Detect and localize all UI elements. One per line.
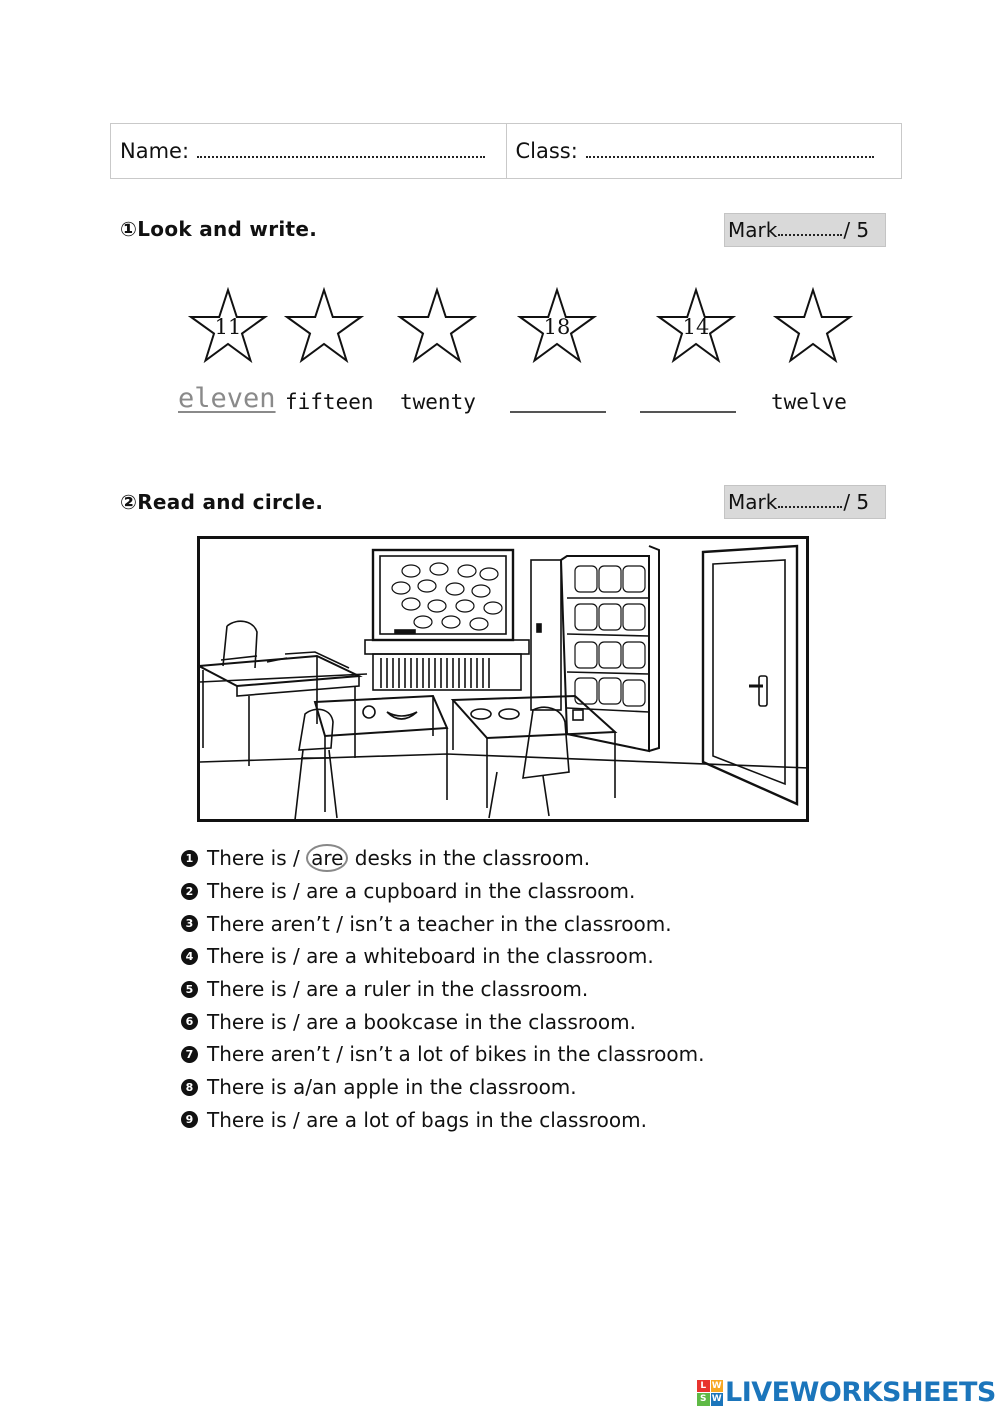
sentence-5-bullet: 5 <box>181 981 198 998</box>
name-class-header <box>110 123 902 179</box>
sentence-7-bullet: 7 <box>181 1046 198 1063</box>
sentence-2-text[interactable]: There is / are a cupboard in the classroom. <box>207 879 636 904</box>
sentence-3[interactable] <box>181 907 704 940</box>
example-answer-eleven: eleven <box>178 383 276 414</box>
banana-icon <box>387 712 417 719</box>
sentence-list <box>181 842 704 1136</box>
sentence-4-bullet: 4 <box>181 948 198 965</box>
bookcase-icon <box>365 640 529 690</box>
sentence-1 <box>181 842 704 875</box>
sentence-9[interactable] <box>181 1104 704 1137</box>
jacket-icon <box>523 707 569 778</box>
sentence-6-text[interactable]: There is / are a bookcase in the classroom. <box>207 1009 636 1034</box>
star-3 <box>397 287 477 367</box>
logo-tile-2: W <box>711 1380 722 1391</box>
word-twenty: twenty <box>400 390 476 414</box>
sentence-2[interactable] <box>181 875 704 908</box>
sentence-2-bullet: 2 <box>181 883 198 900</box>
word-fifteen: fifteen <box>285 390 374 414</box>
sentence-8-text[interactable]: There is a/an apple in the classroom. <box>207 1075 577 1100</box>
logo-tile-1: L <box>697 1380 710 1393</box>
section2-mark-box <box>724 485 886 519</box>
section1-mark-box <box>724 213 886 247</box>
logo-tile-4: W <box>711 1394 722 1405</box>
class-label: Class: <box>515 139 578 163</box>
section1-mark-total: / 5 <box>843 218 870 242</box>
sentence-7[interactable] <box>181 1038 704 1071</box>
answer-blank-14[interactable] <box>640 411 736 413</box>
cupboard-icon <box>531 546 659 751</box>
section2-title: ②Read and circle. <box>120 490 324 514</box>
word-twelve: twelve <box>771 390 847 414</box>
logo-tile-3: S <box>697 1393 710 1406</box>
star-5 <box>656 287 736 367</box>
sentence-1-circled-answer: are <box>306 844 348 872</box>
section1-mark-field[interactable] <box>778 224 842 236</box>
name-field[interactable] <box>197 144 485 158</box>
star-1 <box>188 287 268 367</box>
classroom-picture <box>197 536 809 822</box>
sentence-1-after: desks in the classroom. <box>348 846 591 871</box>
logo-text: LIVEWORKSHEETS <box>725 1377 996 1408</box>
sentence-3-bullet: 3 <box>181 915 198 932</box>
name-cell <box>111 124 506 178</box>
section2-mark-total: / 5 <box>843 490 870 514</box>
liveworksheets-logo-icon <box>697 1380 723 1406</box>
star-4 <box>517 287 597 367</box>
sentence-4-text[interactable]: There is / are a whiteboard in the classroom. <box>207 944 654 969</box>
whiteboard-icon <box>373 550 513 640</box>
sentence-7-text[interactable]: There aren’t / isn’t a lot of bikes in the classroom. <box>207 1042 705 1067</box>
sentence-8[interactable] <box>181 1071 704 1104</box>
star-4-number: 18 <box>543 315 571 339</box>
section1-mark-label: Mark <box>728 218 778 242</box>
sentence-9-text[interactable]: There is / are a lot of bags in the classroom. <box>207 1107 647 1132</box>
sentence-8-bullet: 8 <box>181 1079 198 1096</box>
sentence-1-bullet: 1 <box>181 850 198 867</box>
class-cell <box>506 124 902 178</box>
star-2 <box>284 287 364 367</box>
sentence-6-bullet: 6 <box>181 1013 198 1030</box>
sentence-4[interactable] <box>181 940 704 973</box>
sentence-3-text[interactable]: There aren’t / isn’t a teacher in the classroom. <box>207 911 672 936</box>
class-field[interactable] <box>586 144 874 158</box>
sentence-9-bullet: 9 <box>181 1111 198 1128</box>
answer-blank-18[interactable] <box>510 411 606 413</box>
star-6 <box>773 287 853 367</box>
sentence-1-before: There is / <box>207 846 307 871</box>
section2-mark-field[interactable] <box>778 496 842 508</box>
sentence-6[interactable] <box>181 1005 704 1038</box>
section1-title: ①Look and write. <box>120 217 318 241</box>
sentence-5-text[interactable]: There is / are a ruler in the classroom. <box>207 977 589 1002</box>
star-5-number: 14 <box>682 315 710 339</box>
section2-mark-label: Mark <box>728 490 778 514</box>
student-desk-icon <box>295 696 447 820</box>
teacher-desk-icon <box>199 621 359 766</box>
sentence-5[interactable] <box>181 973 704 1006</box>
name-label: Name: <box>120 139 190 163</box>
liveworksheets-logo[interactable] <box>697 1377 996 1408</box>
star-1-number: 11 <box>214 315 242 339</box>
